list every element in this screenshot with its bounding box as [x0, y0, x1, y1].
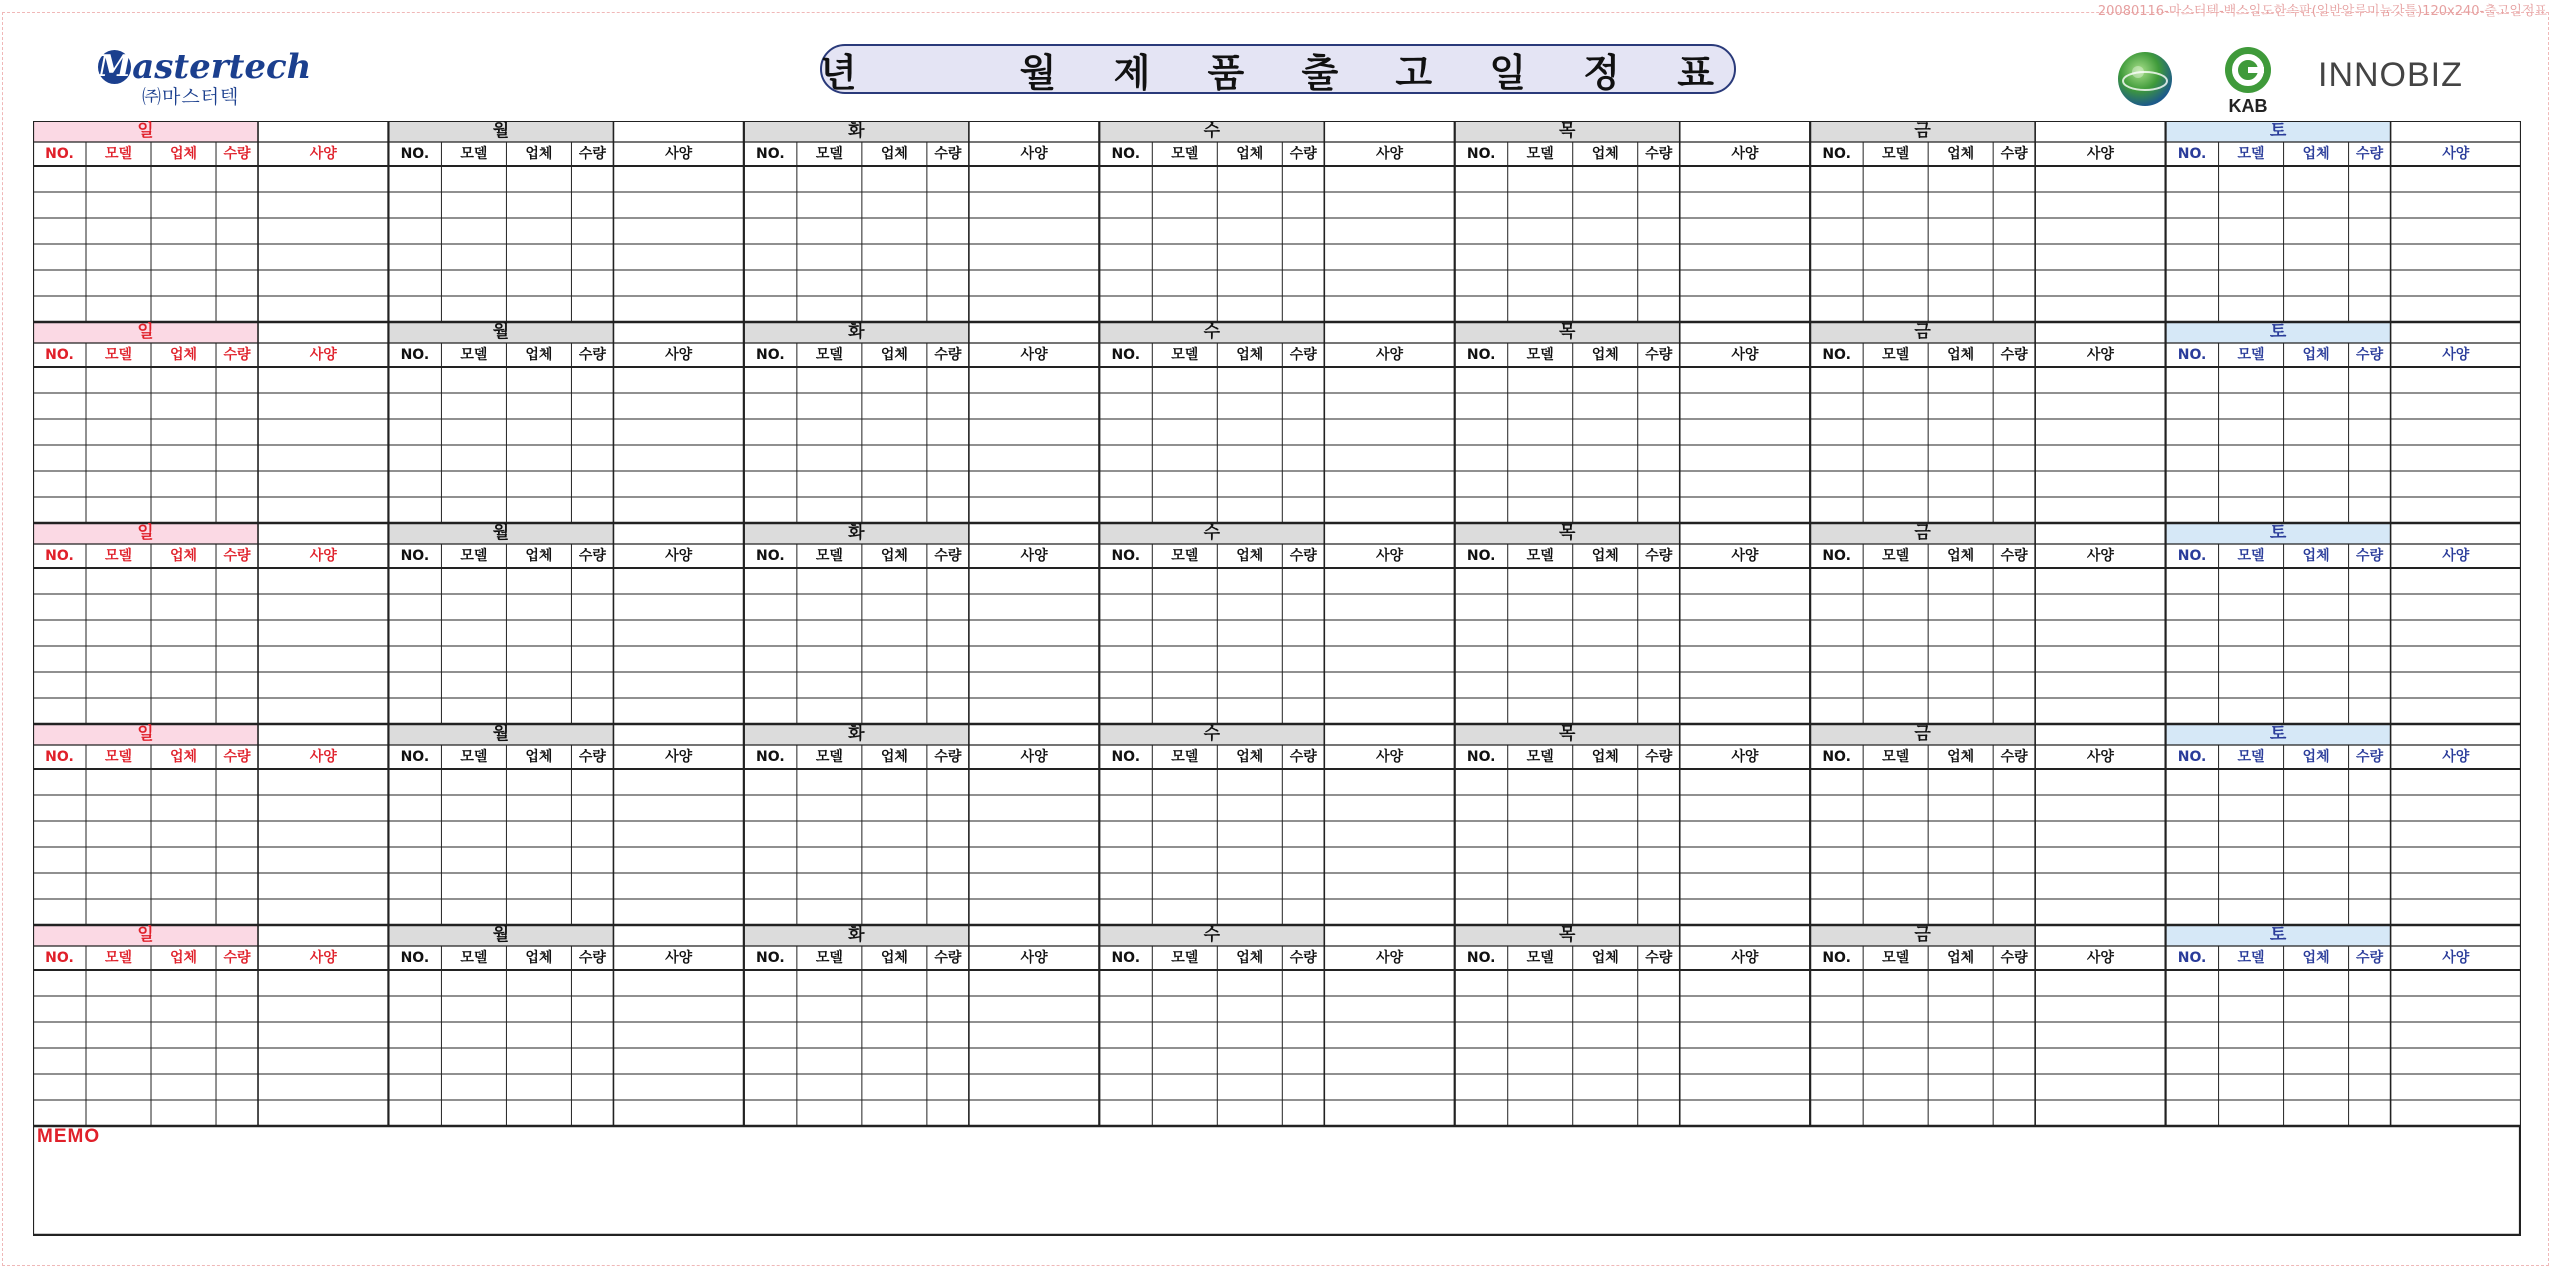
column-header-label: NO. — [1822, 950, 1851, 966]
column-header-label: 수량 — [1289, 749, 1317, 765]
memo-label: MEMO — [37, 1126, 101, 1147]
day-header-label: 금 — [1914, 925, 1931, 945]
column-header-label: 업체 — [1591, 749, 1619, 765]
column-header-label: 수량 — [578, 146, 606, 162]
column-header-label: 업체 — [1591, 950, 1619, 966]
column-header-label: 수량 — [1289, 950, 1317, 966]
column-header-label: 모델 — [1171, 749, 1199, 765]
column-header-label: NO. — [1822, 548, 1851, 564]
day-header-label: 일 — [137, 925, 154, 945]
column-header-label: 수량 — [2356, 146, 2384, 162]
day-header-label: 일 — [137, 322, 154, 342]
day-header-label: 월 — [492, 322, 510, 342]
column-header-label: 모델 — [460, 950, 488, 966]
column-header-label: 사양 — [1731, 950, 1759, 966]
column-header-label: 모델 — [104, 548, 133, 564]
weekly-schedule-grid — [33, 121, 2521, 1236]
column-header-label: 모델 — [460, 548, 488, 564]
column-header-label: 수량 — [1645, 347, 1673, 363]
column-header-label: 수량 — [2356, 548, 2384, 564]
column-header-label: 사양 — [2086, 347, 2114, 363]
column-header-label: 모델 — [104, 950, 133, 966]
logo-m-badge-icon: M — [98, 49, 132, 84]
column-header-label: 모델 — [1882, 146, 1910, 162]
column-header-label: 모델 — [1171, 146, 1199, 162]
column-header-label: 업체 — [525, 146, 553, 162]
day-header-label: 월 — [492, 121, 510, 141]
column-header-label: 모델 — [460, 347, 488, 363]
column-header-label: 수량 — [1645, 950, 1673, 966]
column-header-label: 수량 — [2000, 347, 2028, 363]
day-header-label: 금 — [1914, 121, 1931, 141]
column-header-label: NO. — [400, 548, 430, 564]
column-header-label: NO. — [400, 146, 430, 162]
column-header-label: 사양 — [665, 347, 693, 363]
column-header-label: 모델 — [815, 347, 843, 363]
column-header-label: 사양 — [1375, 749, 1404, 765]
column-header-label: 사양 — [1731, 347, 1759, 363]
mastertech-logo — [98, 47, 312, 114]
day-header-label: 목 — [1558, 724, 1576, 744]
column-header-label: 모델 — [2237, 548, 2265, 564]
globe-certification-icon — [2116, 50, 2174, 108]
column-header-label: NO. — [45, 548, 74, 564]
column-header-label: 업체 — [1591, 548, 1619, 564]
column-header-label: NO. — [756, 146, 785, 162]
day-header-label: 금 — [1914, 724, 1931, 744]
day-header-label: 수 — [1203, 925, 1220, 945]
schedule-grid-lines — [33, 121, 2521, 1236]
day-header-label: 화 — [848, 121, 865, 141]
column-header-label: 모델 — [104, 749, 133, 765]
column-header-label: 사양 — [1020, 347, 1048, 363]
day-header-label: 월 — [492, 925, 510, 945]
column-header-label: NO. — [2177, 749, 2207, 765]
column-header-label: 수량 — [2000, 950, 2028, 966]
column-header-label: 모델 — [815, 749, 843, 765]
column-header-label: 수량 — [578, 749, 606, 765]
column-header-label: NO. — [1822, 146, 1851, 162]
day-header-label: 수 — [1203, 121, 1220, 141]
column-header-label: NO. — [1822, 749, 1851, 765]
column-header-label: NO. — [1111, 548, 1141, 564]
day-header-label: 월 — [492, 724, 510, 744]
column-header-label: 사양 — [2442, 347, 2470, 363]
column-header-label: 모델 — [2237, 347, 2265, 363]
day-header-label: 수 — [1203, 322, 1220, 342]
column-header-label: 업체 — [525, 548, 553, 564]
column-header-label: 업체 — [2302, 347, 2330, 363]
column-header-label: 업체 — [1236, 749, 1264, 765]
column-header-label: 수량 — [1645, 749, 1673, 765]
column-header-label: 업체 — [1591, 347, 1619, 363]
column-header-label: 사양 — [1731, 548, 1759, 564]
column-header-label: 업체 — [525, 749, 553, 765]
file-info: 20080116-마스터텍-백스일도한속판(일반알루미늄갓틀)120x240-출고일정표 — [2097, 4, 2547, 19]
column-header-label: 사양 — [1020, 548, 1048, 564]
column-header-label: 업체 — [525, 950, 553, 966]
column-header-label: 수량 — [1645, 146, 1673, 162]
column-header-label: 사양 — [309, 146, 337, 162]
column-header-label: 업체 — [1947, 548, 1975, 564]
logo-wordmark-text: astertech — [132, 47, 312, 87]
column-header-label: 모델 — [1526, 548, 1554, 564]
column-header-label: NO. — [1466, 548, 1496, 564]
column-header-label: 업체 — [1236, 146, 1264, 162]
column-header-label: 사양 — [2442, 950, 2470, 966]
column-header-label: 사양 — [1020, 749, 1048, 765]
column-header-label: 수량 — [934, 146, 962, 162]
column-header-label: NO. — [1466, 146, 1496, 162]
column-header-label: 모델 — [1526, 347, 1554, 363]
column-header-label: 모델 — [1882, 950, 1910, 966]
column-header-label: 업체 — [1947, 749, 1975, 765]
column-header-label: 사양 — [2442, 749, 2470, 765]
column-header-label: 사양 — [2442, 548, 2470, 564]
day-header-label: 목 — [1558, 121, 1576, 141]
column-header-label: 업체 — [1947, 347, 1975, 363]
column-header-label: 수량 — [578, 950, 606, 966]
day-header-label: 화 — [848, 523, 865, 543]
column-header-label: 수량 — [578, 347, 606, 363]
column-header-label: 모델 — [1171, 950, 1199, 966]
column-header-label: 모델 — [1882, 749, 1910, 765]
column-header-label: 모델 — [815, 146, 843, 162]
column-header-label: 수량 — [934, 749, 962, 765]
column-header-label: 사양 — [1731, 146, 1759, 162]
column-header-label: 수량 — [2356, 950, 2384, 966]
column-header-label: 업체 — [880, 347, 908, 363]
column-header-label: 업체 — [2302, 146, 2330, 162]
column-header-label: 수량 — [1289, 548, 1317, 564]
column-header-label: 사양 — [2086, 749, 2114, 765]
column-header-label: 사양 — [1020, 950, 1048, 966]
column-header-label: 모델 — [1171, 347, 1199, 363]
column-header-label: NO. — [1466, 950, 1496, 966]
column-header-label: 수량 — [223, 950, 251, 966]
column-header-label: 수량 — [2000, 146, 2028, 162]
column-header-label: 업체 — [1947, 950, 1975, 966]
column-header-label: 업체 — [169, 548, 198, 564]
column-header-label: 수량 — [2356, 749, 2384, 765]
column-header-label: 수량 — [934, 347, 962, 363]
kab-certification-icon — [2218, 46, 2278, 120]
title-banner — [820, 44, 1736, 94]
innobiz-logo: INNOBIZ — [2318, 56, 2463, 94]
column-header-label: 업체 — [169, 950, 198, 966]
column-header-label: 업체 — [1236, 548, 1264, 564]
day-header-label: 화 — [848, 724, 865, 744]
column-header-label: 사양 — [1375, 146, 1404, 162]
column-header-label: NO. — [1111, 950, 1141, 966]
column-header-label: 수량 — [2000, 548, 2028, 564]
column-header-label: 사양 — [1020, 146, 1048, 162]
column-header-label: 수량 — [934, 548, 962, 564]
column-header-label: 업체 — [880, 146, 908, 162]
column-header-label: NO. — [1111, 347, 1141, 363]
column-header-label: 모델 — [1526, 950, 1554, 966]
day-header-label: 목 — [1558, 523, 1576, 543]
column-header-label: 모델 — [2237, 749, 2265, 765]
mastertech-wordmark — [98, 47, 312, 87]
day-header-label: 일 — [137, 724, 154, 744]
column-header-label: 모델 — [104, 146, 133, 162]
column-header-label: NO. — [756, 548, 785, 564]
column-header-label: 모델 — [2237, 146, 2265, 162]
column-header-label: NO. — [1466, 347, 1496, 363]
column-header-label: 업체 — [880, 950, 908, 966]
column-header-label: 모델 — [1882, 347, 1910, 363]
column-header-label: NO. — [400, 347, 430, 363]
column-header-label: 사양 — [665, 146, 693, 162]
column-header-label: NO. — [1822, 347, 1851, 363]
column-header-label: 사양 — [2442, 146, 2470, 162]
page-title: 년 월 제 품 출 고 일 정 표 — [820, 50, 1736, 95]
column-header-label: 수량 — [223, 146, 251, 162]
column-header-label: NO. — [2177, 146, 2207, 162]
column-header-label: 수량 — [578, 548, 606, 564]
column-header-label: 업체 — [1591, 146, 1619, 162]
day-header-label: 토 — [2269, 724, 2287, 744]
column-header-label: 수량 — [2356, 347, 2384, 363]
column-header-label: 사양 — [2086, 950, 2114, 966]
column-header-label: 업체 — [525, 347, 553, 363]
column-header-label: 사양 — [1375, 548, 1404, 564]
column-header-label: 모델 — [1882, 548, 1910, 564]
column-header-label: NO. — [2177, 347, 2207, 363]
column-header-label: 수량 — [223, 548, 251, 564]
column-header-label: 업체 — [880, 548, 908, 564]
day-header-label: 토 — [2269, 523, 2287, 543]
column-header-label: NO. — [2177, 950, 2207, 966]
column-header-label: 업체 — [169, 146, 198, 162]
kab-label: KAB — [2228, 96, 2268, 116]
column-header-label: 사양 — [309, 347, 337, 363]
day-header-label: 목 — [1558, 322, 1576, 342]
column-header-label: 업체 — [169, 749, 198, 765]
column-header-label: 수량 — [934, 950, 962, 966]
column-header-label: 모델 — [1526, 146, 1554, 162]
column-header-label: NO. — [1466, 749, 1496, 765]
column-header-label: 사양 — [665, 749, 693, 765]
day-header-label: 토 — [2269, 925, 2287, 945]
column-header-label: 수량 — [1289, 347, 1317, 363]
column-header-label: 수량 — [2000, 749, 2028, 765]
day-header-label: 토 — [2269, 322, 2287, 342]
column-header-label: NO. — [45, 749, 74, 765]
column-header-label: NO. — [45, 146, 74, 162]
column-header-label: 수량 — [223, 347, 251, 363]
column-header-label: 업체 — [1236, 347, 1264, 363]
column-header-label: 사양 — [1375, 950, 1404, 966]
day-header-label: 수 — [1203, 523, 1220, 543]
column-header-label: NO. — [1111, 749, 1141, 765]
column-header-label: NO. — [45, 347, 74, 363]
column-header-label: 사양 — [2086, 548, 2114, 564]
mastertech-korean-name: ㈜마스터텍 — [142, 86, 240, 108]
column-header-label: 사양 — [309, 749, 337, 765]
day-header-label: 일 — [137, 523, 154, 543]
column-header-label: 사양 — [665, 950, 693, 966]
column-header-label: 사양 — [665, 548, 693, 564]
day-header-label: 목 — [1558, 925, 1576, 945]
column-header-label: 모델 — [104, 347, 133, 363]
column-header-label: NO. — [400, 749, 430, 765]
column-header-label: 업체 — [169, 347, 198, 363]
day-header-label: 일 — [137, 121, 154, 141]
column-header-label: 모델 — [1171, 548, 1199, 564]
column-header-label: NO. — [756, 749, 785, 765]
day-header-label: 금 — [1914, 322, 1931, 342]
column-header-label: 모델 — [2237, 950, 2265, 966]
column-header-label: NO. — [45, 950, 74, 966]
column-header-label: 사양 — [2086, 146, 2114, 162]
column-header-label: 사양 — [309, 548, 337, 564]
column-header-label: NO. — [400, 950, 430, 966]
column-header-label: 수량 — [223, 749, 251, 765]
column-header-label: 모델 — [815, 548, 843, 564]
column-header-label: 사양 — [1731, 749, 1759, 765]
column-header-label: 사양 — [309, 950, 337, 966]
column-header-label: 업체 — [1236, 950, 1264, 966]
column-header-label: NO. — [756, 347, 785, 363]
column-header-label: 업체 — [1947, 146, 1975, 162]
column-header-label: 업체 — [880, 749, 908, 765]
column-header-label: 업체 — [2302, 950, 2330, 966]
column-header-label: 업체 — [2302, 548, 2330, 564]
column-header-label: 모델 — [1526, 749, 1554, 765]
column-header-label: 수량 — [1645, 548, 1673, 564]
day-header-label: 금 — [1914, 523, 1931, 543]
column-header-label: 모델 — [815, 950, 843, 966]
column-header-label: NO. — [2177, 548, 2207, 564]
column-header-label: 수량 — [1289, 146, 1317, 162]
column-header-label: NO. — [1111, 146, 1141, 162]
column-header-label: 모델 — [460, 146, 488, 162]
day-header-label: 수 — [1203, 724, 1220, 744]
column-header-label: 사양 — [1375, 347, 1404, 363]
day-header-label: 화 — [848, 322, 865, 342]
column-header-label: NO. — [756, 950, 785, 966]
day-header-label: 화 — [848, 925, 865, 945]
column-header-label: 업체 — [2302, 749, 2330, 765]
day-header-label: 토 — [2269, 121, 2287, 141]
column-header-label: 모델 — [460, 749, 488, 765]
day-header-label: 월 — [492, 523, 510, 543]
